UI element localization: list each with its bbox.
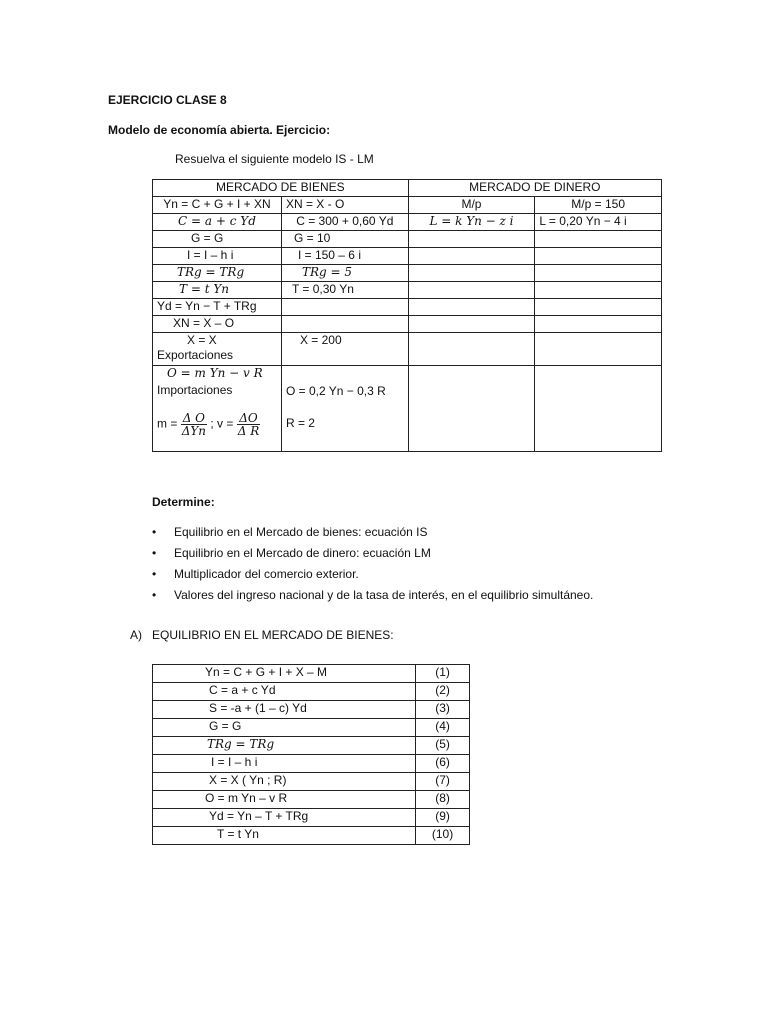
cell-r8-c4 (535, 316, 662, 333)
equations-table (152, 664, 470, 845)
cell-r7-c4 (535, 299, 662, 316)
cell-r8-c2 (281, 316, 408, 333)
cell-r1-c1: Yn = C + G + I + XN (153, 197, 282, 214)
document-title: EJERCICIO CLASE 8 (108, 93, 227, 107)
model-table (152, 179, 662, 452)
imports-label: Importaciones (157, 383, 233, 397)
r-value: R = 2 (285, 416, 315, 430)
eq-row-10: T = t Yn (153, 827, 416, 845)
cell-r5-c3 (408, 265, 535, 282)
cell-r3-c2: G = 10 (281, 231, 408, 248)
cell-r5-c1: TRg = TRg (153, 265, 282, 282)
eq-row-2: C = a + c Yd (153, 683, 416, 701)
list-item: • Multiplicador del comercio exterior. (152, 564, 593, 585)
eq-row-9: Yd = Yn – T + TRg (153, 809, 416, 827)
cell-r2-c1: C = a + c Yd (153, 214, 282, 231)
propensity-formulas (157, 412, 277, 437)
fraction-m-denominator: ΔYn (181, 424, 207, 438)
eq-number-8: (8) (416, 791, 470, 809)
cell-r7-c3 (408, 299, 535, 316)
header-mercado-bienes: MERCADO DE BIENES (153, 180, 409, 197)
list-item: • Valores del ingreso nacional y de la tasa de interés, en el equilibrio simultáneo. (152, 585, 593, 606)
instruction-text: Resuelva el siguiente modelo IS - LM (175, 152, 374, 166)
cell-r6-c1: T = t Yn (153, 282, 282, 299)
cell-r9-c1 (153, 333, 282, 366)
eq-row-4: G = G (153, 719, 416, 737)
cell-r2-c4: L = 0,20 Yn − 4 i (535, 214, 662, 231)
cell-r9-c3 (408, 333, 535, 366)
cell-r8-c1: XN = X – O (153, 316, 282, 333)
eq-row-7: X = X ( Yn ; R) (153, 773, 416, 791)
cell-r10-c2 (281, 366, 408, 452)
cell-r2-c3: L = k Yn − z i (408, 214, 535, 231)
cell-r3-c4 (535, 231, 662, 248)
eq-number-2: (2) (416, 683, 470, 701)
fraction-v-denominator: Δ R (237, 424, 260, 438)
cell-r8-c3 (408, 316, 535, 333)
eq-row-1: Yn = C + G + I + X – M (153, 665, 416, 683)
cell-r1-c3: M/p (408, 197, 535, 214)
cell-r7-c1: Yd = Yn − T + TRg (153, 299, 282, 316)
section-a-marker: A) (130, 628, 142, 642)
eq-row-6: I = I – h i (153, 755, 416, 773)
cell-r6-c4 (535, 282, 662, 299)
fraction-v (237, 412, 261, 437)
tasks-list (152, 522, 593, 606)
eq-number-10: (10) (416, 827, 470, 845)
cell-r1-c4: M/p = 150 (535, 197, 662, 214)
eq-number-6: (6) (416, 755, 470, 773)
cell-r10-c4 (535, 366, 662, 452)
imports-equation: O = m Yn − v R (167, 366, 263, 380)
list-item: • Equilibrio en el Mercado de dinero: ecuación LM (152, 543, 593, 564)
cell-r5-c4 (535, 265, 662, 282)
cell-r3-c1: G = G (153, 231, 282, 248)
eq-number-1: (1) (416, 665, 470, 683)
section-a-title: EQUILIBRIO EN EL MERCADO DE BIENES: (152, 628, 394, 642)
cell-r7-c2 (281, 299, 408, 316)
determine-label: Determine: (152, 495, 215, 509)
v-label: ; v = (210, 416, 234, 431)
document-subtitle: Modelo de economía abierta. Ejercicio: (108, 123, 331, 137)
cell-r4-c4 (535, 248, 662, 265)
cell-r6-c2: T = 0,30 Yn (281, 282, 408, 299)
eq-row-8: O = m Yn – v R (153, 791, 416, 809)
cell-r9-c2: X = 200 (281, 333, 408, 366)
cell-r1-c2: XN = X - O (281, 197, 408, 214)
cell-r10-c1 (153, 366, 282, 452)
cell-r6-c3 (408, 282, 535, 299)
eq-row-5: TRg = TRg (153, 737, 416, 755)
eq-row-3: S = -a + (1 – c) Yd (153, 701, 416, 719)
m-label: m = (157, 416, 178, 431)
fraction-v-numerator: ΔO (237, 412, 261, 425)
cell-r4-c1: I = I – h i (153, 248, 282, 265)
exports-equation: X = X (187, 333, 217, 347)
eq-number-3: (3) (416, 701, 470, 719)
cell-r5-c2: TRg = 5 (281, 265, 408, 282)
cell-r4-c3 (408, 248, 535, 265)
cell-r3-c3 (408, 231, 535, 248)
eq-number-4: (4) (416, 719, 470, 737)
fraction-m-numerator: Δ O (182, 411, 206, 425)
cell-r10-c3 (408, 366, 535, 452)
eq-number-5: (5) (416, 737, 470, 755)
eq-number-9: (9) (416, 809, 470, 827)
cell-r9-c4 (535, 333, 662, 366)
cell-r4-c2: I = 150 – 6 i (281, 248, 408, 265)
header-mercado-dinero: MERCADO DE DINERO (408, 180, 661, 197)
fraction-m (181, 412, 207, 437)
list-item: • Equilibrio en el Mercado de bienes: ecuación IS (152, 522, 593, 543)
exports-label: Exportaciones (157, 348, 234, 362)
imports-value-equation: O = 0,2 Yn − 0,3 R (285, 384, 386, 398)
eq-number-7: (7) (416, 773, 470, 791)
cell-r2-c2: C = 300 + 0,60 Yd (281, 214, 408, 231)
